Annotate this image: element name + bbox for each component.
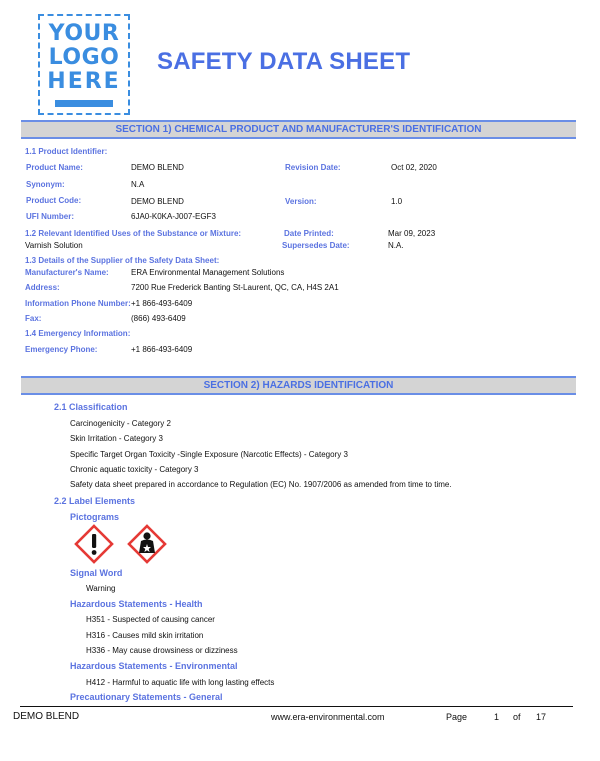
supersedes-date-label: Supersedes Date:	[282, 241, 350, 250]
logo-line-3: HERE	[47, 69, 121, 94]
date-printed-value: Mar 09, 2023	[388, 229, 436, 238]
product-name-label: Product Name:	[26, 163, 83, 172]
section-1-header: SECTION 1) CHEMICAL PRODUCT AND MANUFACTURER'S IDENTIFICATION	[21, 120, 576, 139]
health-statement: H351 - Suspected of causing cancer	[86, 615, 215, 624]
ufi-number-value: 6JA0-K0KA-J007-EGF3	[131, 212, 216, 221]
relevant-uses-value: Varnish Solution	[25, 241, 83, 250]
footer-divider	[20, 706, 573, 707]
fax-label: Fax:	[25, 314, 42, 323]
logo-underline	[55, 100, 113, 107]
signal-word-value: Warning	[86, 584, 116, 593]
fax-value: (866) 493-6409	[131, 314, 186, 323]
version-label: Version:	[285, 197, 317, 206]
footer-of-label: of	[513, 712, 521, 722]
footer-product-name: DEMO BLEND	[13, 711, 80, 722]
classification-item: Chronic aquatic toxicity - Category 3	[70, 465, 199, 474]
manufacturer-name-value: ERA Environmental Management Solutions	[131, 268, 285, 277]
classification-item: Carcinogenicity - Category 2	[70, 419, 171, 428]
address-label: Address:	[25, 283, 60, 292]
relevant-uses-label: 1.2 Relevant Identified Uses of the Substance or Mixture:	[25, 229, 242, 238]
revision-date-value: Oct 02, 2020	[391, 163, 437, 172]
environmental-hazard-statements-heading: Hazardous Statements - Environmental	[70, 661, 238, 671]
footer-page-label: Page	[446, 712, 468, 722]
footer-page-total: 17	[536, 712, 547, 722]
synonym-label: Synonym:	[26, 180, 65, 189]
info-phone-label: Information Phone Number:	[25, 299, 131, 308]
company-logo-placeholder	[38, 14, 130, 115]
address-value: 7200 Rue Frederick Banting St-Laurent, QC, CA, H4S 2A1	[131, 283, 339, 292]
health-statement: H336 - May cause drowsiness or dizziness	[86, 646, 238, 655]
manufacturer-name-label: Manufacturer's Name:	[25, 268, 109, 277]
version-value: 1.0	[391, 197, 403, 206]
pictograms-heading: Pictograms	[70, 512, 120, 522]
footer-website-link[interactable]: www.era-environmental.com	[271, 712, 385, 722]
label-elements-heading: 2.2 Label Elements	[54, 496, 136, 506]
health-hazard-statements-heading: Hazardous Statements - Health	[70, 599, 203, 609]
product-code-label: Product Code:	[26, 196, 82, 205]
logo-line-1: YOUR	[48, 21, 120, 46]
precautionary-statements-heading: Precautionary Statements - General	[70, 692, 223, 702]
signal-word-heading: Signal Word	[70, 568, 123, 578]
logo-line-2: LOGO	[48, 45, 120, 70]
ufi-number-label: UFI Number:	[26, 212, 74, 221]
document-title: SAFETY DATA SHEET	[157, 48, 411, 75]
date-printed-label: Date Printed:	[284, 229, 334, 238]
footer-page-number: 1	[494, 712, 500, 722]
info-phone-value: +1 866-493-6409	[131, 299, 193, 308]
exclamation-mark-pictogram-icon	[74, 524, 114, 564]
emergency-info-heading: 1.4 Emergency Information:	[25, 329, 131, 338]
product-name-value: DEMO BLEND	[131, 163, 184, 172]
revision-date-label: Revision Date:	[285, 163, 341, 172]
product-identifier-heading: 1.1 Product Identifier:	[25, 147, 108, 156]
supersedes-date-value: N.A.	[388, 241, 404, 250]
health-statement: H316 - Causes mild skin irritation	[86, 631, 204, 640]
section-2-header: SECTION 2) HAZARDS IDENTIFICATION	[21, 376, 576, 395]
emergency-phone-value: +1 866-493-6409	[131, 345, 193, 354]
classification-item: Specific Target Organ Toxicity -Single Exposure (Narcotic Effects) - Category 3	[70, 450, 348, 459]
emergency-phone-label: Emergency Phone:	[25, 345, 98, 354]
regulation-note: Safety data sheet prepared in accordance to Regulation (EC) No. 1907/2006 as amended from time to time.	[70, 480, 452, 489]
classification-heading: 2.1 Classification	[54, 402, 128, 412]
synonym-value: N.A	[131, 180, 145, 189]
health-hazard-pictogram-icon	[127, 524, 167, 564]
environmental-statement: H412 - Harmful to aquatic life with long lasting effects	[86, 678, 275, 687]
supplier-details-heading: 1.3 Details of the Supplier of the Safety Data Sheet:	[25, 256, 220, 265]
product-code-value: DEMO BLEND	[131, 197, 184, 206]
classification-item: Skin Irritation - Category 3	[70, 434, 163, 443]
